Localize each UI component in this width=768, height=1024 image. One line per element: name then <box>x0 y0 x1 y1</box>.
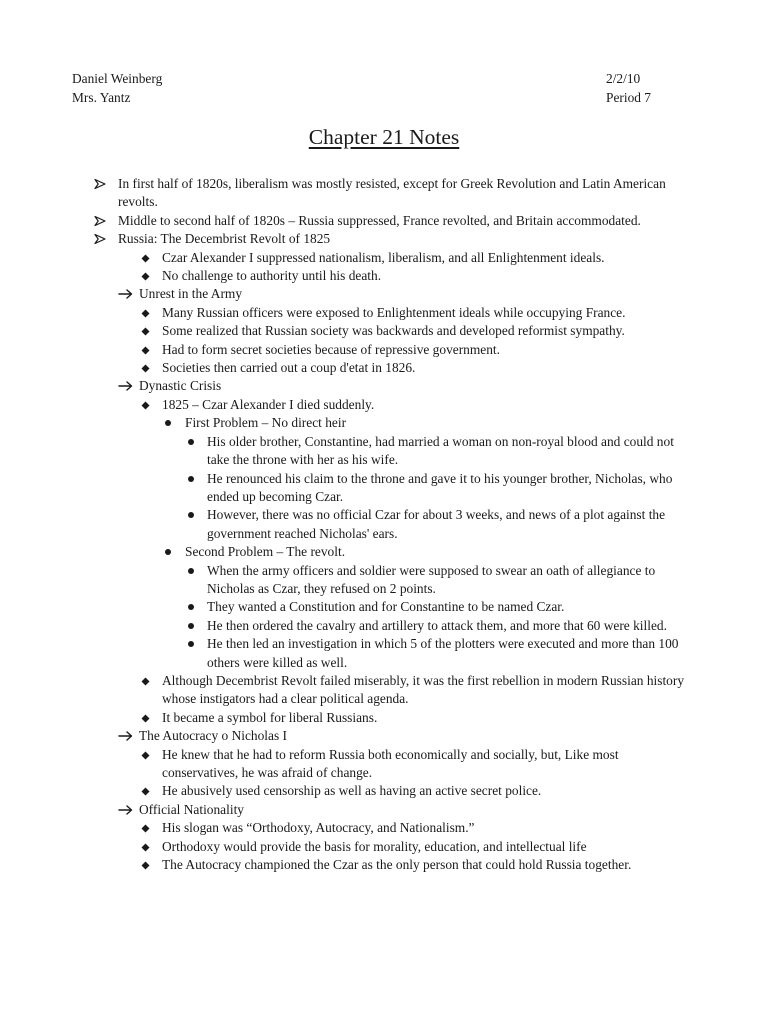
header-line-2 <box>72 89 662 108</box>
list-item-text: Dynastic Crisis <box>139 378 222 394</box>
list-item <box>0 285 768 303</box>
list-item-text: Orthodoxy would provide the basis for morality, education, and intellectual life <box>162 838 587 854</box>
bullet-icon <box>187 475 195 483</box>
list-item-text: Although Decembrist Revolt failed miserably, it was the first rebellion in modern Russian history whose instigators had a clear political agenda. <box>162 672 685 707</box>
right-arrow-icon <box>118 288 134 300</box>
list-item <box>0 249 768 267</box>
list-item <box>0 175 768 212</box>
right-arrow-icon <box>118 804 134 816</box>
right-arrow-icon <box>118 380 134 392</box>
diamond-icon <box>141 401 150 410</box>
list-item-text: Middle to second half of 1820s – Russia suppressed, France revolted, and Britain accommodated. <box>118 212 641 228</box>
diamond-icon <box>141 861 150 870</box>
list-item-text: It became a symbol for liberal Russians. <box>162 709 378 725</box>
diamond-icon <box>141 309 150 318</box>
list-item <box>0 856 768 874</box>
list-item-text: However, there was no official Czar for about 3 weeks, and news of a plot against the government reached Nicholas' ears. <box>207 507 666 541</box>
right-arrow-icon <box>118 730 134 742</box>
teacher-name: Mrs. Yantz <box>72 90 131 105</box>
diamond-icon <box>141 751 150 760</box>
list-item <box>0 322 768 340</box>
author-name: Daniel Weinberg <box>72 71 163 86</box>
list-item-text: They wanted a Constitution and for Constantine to be named Czar. <box>207 599 565 615</box>
list-item <box>0 801 768 819</box>
diamond-icon <box>141 364 150 373</box>
list-item-text: Czar Alexander I suppressed nationalism, liberalism, and all Enlightenment ideals. <box>162 249 605 265</box>
list-item <box>0 470 768 507</box>
arrowhead-icon <box>94 178 106 190</box>
bullet-icon <box>187 511 195 519</box>
bullet-icon <box>187 622 195 630</box>
list-item-text: He knew that he had to reform Russia both economically and socially, but, Like most conservatives, he was afraid of change. <box>162 746 619 780</box>
list-item <box>0 341 768 359</box>
bullet-icon <box>164 419 172 427</box>
list-item <box>0 212 768 230</box>
bullet-icon <box>187 603 195 611</box>
diamond-icon <box>141 843 150 852</box>
list-item-text: His slogan was “Orthodoxy, Autocracy, and Nationalism.” <box>162 820 475 836</box>
list-item-text: Unrest in the Army <box>139 286 243 302</box>
diamond-icon <box>141 272 150 281</box>
list-item-text: He then led an investigation in which 5 of the plotters were executed and more than 100 others were killed as well. <box>207 636 679 670</box>
list-item-text: His older brother, Constantine, had married a woman on non-royal blood and could not take the throne with her as his wife. <box>207 433 674 468</box>
list-item <box>0 838 768 856</box>
list-item <box>0 635 768 672</box>
arrowhead-icon <box>94 215 106 227</box>
notes-list <box>0 175 768 874</box>
list-item-text: Russia: The Decembrist Revolt of 1825 <box>118 231 331 247</box>
list-item-text: Second Problem – The revolt. <box>185 544 346 560</box>
list-item-text: He abusively used censorship as well as having an active secret police. <box>162 783 542 799</box>
diamond-icon <box>141 677 150 686</box>
list-item-text: He then ordered the cavalry and artillery to attack them, and more that 60 were killed. <box>207 617 667 633</box>
diamond-icon <box>141 824 150 833</box>
header-line-1 <box>72 70 662 89</box>
list-item-text: In first half of 1820s, liberalism was mostly resisted, except for Greek Revolution and Latin American revolts. <box>118 176 666 210</box>
list-item <box>0 746 768 783</box>
diamond-icon <box>141 714 150 723</box>
diamond-icon <box>141 327 150 336</box>
page-title: Chapter 21 Notes <box>308 125 460 149</box>
list-item <box>0 617 768 635</box>
list-item <box>0 506 768 543</box>
list-item <box>0 819 768 837</box>
diamond-icon <box>141 787 150 796</box>
list-item <box>0 267 768 285</box>
class-period: Period 7 <box>606 90 652 105</box>
list-item <box>0 230 768 248</box>
list-item <box>0 304 768 322</box>
list-item-text: Many Russian officers were exposed to Enlightenment ideals while occupying France. <box>162 304 626 320</box>
bullet-icon <box>187 567 195 575</box>
list-item <box>0 709 768 727</box>
list-item <box>0 598 768 616</box>
arrowhead-icon <box>94 233 106 245</box>
list-item-text: Some realized that Russian society was backwards and developed reformist sympathy. <box>162 323 625 339</box>
list-item <box>0 377 768 395</box>
list-item-text: Societies then carried out a coup d'etat in 1826. <box>162 360 416 376</box>
list-item <box>0 433 768 470</box>
list-item <box>0 414 768 432</box>
list-item <box>0 672 768 709</box>
diamond-icon <box>141 254 150 263</box>
diamond-icon <box>141 346 150 355</box>
list-item-text: When the army officers and soldier were supposed to swear an oath of allegiance to Nicholas as Czar, they refused on 2 points. <box>207 562 656 596</box>
list-item <box>0 782 768 800</box>
list-item-text: He renounced his claim to the throne and gave it to his younger brother, Nicholas, who ended up becoming Czar. <box>207 470 673 504</box>
list-item-text: Official Nationality <box>139 801 244 817</box>
list-item-text: 1825 – Czar Alexander I died suddenly. <box>162 396 375 412</box>
list-item <box>0 543 768 561</box>
list-item-text: Had to form secret societies because of repressive government. <box>162 341 500 357</box>
list-item <box>0 359 768 377</box>
list-item <box>0 562 768 599</box>
bullet-icon <box>187 438 195 446</box>
list-item-text: No challenge to authority until his death. <box>162 268 382 284</box>
date: 2/2/10 <box>606 71 641 86</box>
bullet-icon <box>164 548 172 556</box>
list-item <box>0 727 768 745</box>
bullet-icon <box>187 640 195 648</box>
list-item <box>0 396 768 414</box>
list-item-text: The Autocracy o Nicholas I <box>139 728 287 744</box>
list-item-text: The Autocracy championed the Czar as the only person that could hold Russia together. <box>162 857 632 873</box>
list-item-text: First Problem – No direct heir <box>185 415 347 431</box>
